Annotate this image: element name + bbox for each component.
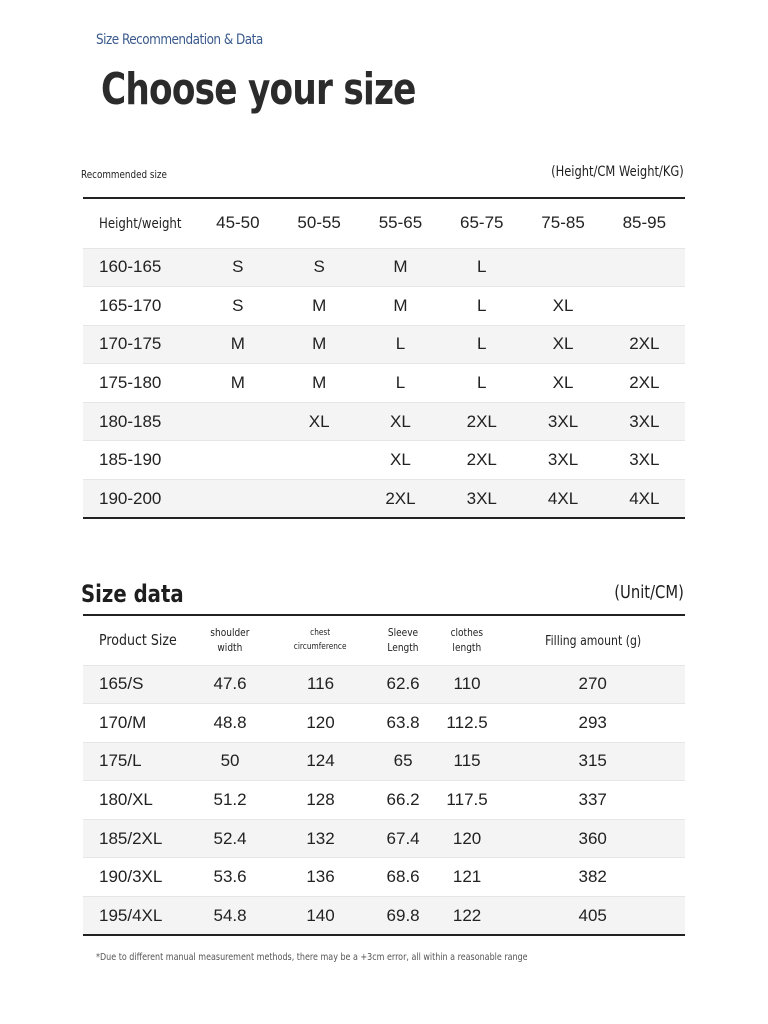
- row-header-cell: 170/M: [99, 712, 147, 732]
- table-cell: 2XL: [629, 334, 660, 354]
- column-header: 85-95: [622, 213, 667, 233]
- table-row: [83, 665, 685, 704]
- table-cell: 54.8: [213, 905, 247, 925]
- table-cell: 47.6: [213, 674, 247, 694]
- column-header: 55-65: [378, 213, 423, 233]
- table-row: [83, 480, 685, 519]
- row-header-cell: 180-185: [99, 411, 162, 431]
- table-cell: 53.6: [213, 867, 247, 887]
- table-cell: M: [230, 373, 245, 393]
- table-cell: 382: [578, 867, 607, 887]
- page-title: Choose your size: [101, 64, 416, 115]
- table-cell: 2XL: [466, 411, 497, 431]
- row-header-cell: 185/2XL: [99, 828, 163, 848]
- table-cell: 2XL: [629, 373, 660, 393]
- table-cell: 120: [452, 828, 482, 848]
- table-cell: 62.6: [386, 674, 420, 694]
- table-cell: L: [395, 373, 406, 393]
- table-cell: 121: [452, 867, 482, 887]
- table-cell: M: [312, 334, 327, 354]
- table-cell: [197, 441, 278, 480]
- table-cell: 293: [578, 712, 607, 732]
- table-row: [83, 248, 685, 287]
- table-cell: [279, 480, 360, 519]
- table-cell: 3XL: [629, 411, 660, 431]
- row-header-cell: 160-165: [99, 257, 162, 277]
- table-cell: 117.5: [446, 790, 488, 810]
- table-cell: 67.4: [386, 828, 420, 848]
- table-cell: [522, 248, 603, 287]
- recommended-size-label: Recommended size: [81, 168, 167, 181]
- column-header: Height/weight: [99, 216, 182, 233]
- table-cell: 270: [578, 674, 607, 694]
- column-header: 65-75: [460, 213, 504, 233]
- table-cell: 3XL: [547, 411, 579, 431]
- table-cell: 140: [306, 905, 335, 925]
- row-header-cell: 165-170: [99, 295, 162, 315]
- table-cell: 128: [306, 790, 335, 810]
- table-cell: S: [232, 257, 244, 277]
- table-cell: L: [477, 295, 487, 315]
- row-header-cell: 190-200: [99, 488, 162, 508]
- table-cell: S: [232, 295, 244, 315]
- row-header-cell: 190/3XL: [99, 867, 163, 887]
- table-cell: 360: [578, 828, 607, 848]
- table-row: [83, 402, 685, 441]
- table-cell: 4XL: [629, 488, 660, 508]
- table-cell: 337: [578, 790, 607, 810]
- size-recommendation-table: [83, 197, 685, 519]
- table-cell: 4XL: [547, 488, 579, 508]
- footnote: *Due to different manual measurement methods, there may be a +3cm error, all within a reasonable range: [96, 952, 528, 963]
- table-cell: S: [313, 257, 325, 277]
- table-row: [83, 819, 685, 858]
- table-cell: L: [477, 373, 487, 393]
- table-cell: 69.8: [386, 905, 420, 925]
- table-cell: XL: [390, 450, 411, 470]
- column-header: chest circumference: [294, 628, 347, 653]
- table-row: [83, 364, 685, 403]
- table-cell: 50: [220, 751, 240, 771]
- column-header: Sleeve Length: [387, 625, 419, 654]
- row-header-cell: 165/S: [99, 674, 144, 694]
- table-row: [83, 287, 685, 326]
- table-cell: L: [395, 334, 406, 354]
- row-header-cell: 175-180: [99, 373, 162, 393]
- table-cell: [197, 480, 278, 519]
- table-cell: 120: [306, 712, 335, 732]
- table-cell: 52.4: [213, 828, 247, 848]
- row-header-cell: 185-190: [99, 450, 162, 470]
- table-cell: 51.2: [213, 790, 247, 810]
- table-cell: 136: [306, 867, 335, 887]
- table-cell: XL: [552, 373, 574, 393]
- table-cell: M: [230, 334, 245, 354]
- table-cell: [197, 402, 278, 441]
- table-cell: 65: [393, 751, 413, 771]
- column-header: 50-55: [297, 213, 341, 233]
- size-data-unit-label: (Unit/CM): [614, 582, 684, 603]
- table-cell: XL: [552, 295, 574, 315]
- table-cell: XL: [308, 411, 330, 431]
- column-header: Filling amount (g): [544, 634, 641, 650]
- table-cell: 122: [452, 905, 482, 925]
- table-cell: XL: [552, 334, 574, 354]
- table-cell: 116: [306, 674, 335, 694]
- column-header: 45-50: [216, 213, 260, 233]
- table-cell: 115: [453, 751, 481, 771]
- table-cell: [604, 248, 685, 287]
- column-header: Product Size: [99, 631, 177, 650]
- table-cell: 66.2: [386, 790, 420, 810]
- size-data-label: Size data: [81, 580, 184, 608]
- column-header: 75-85: [541, 213, 585, 233]
- table-cell: 315: [578, 751, 607, 771]
- row-header-cell: 195/4XL: [99, 905, 163, 925]
- table-cell: 48.8: [213, 712, 247, 732]
- table-cell: 3XL: [547, 450, 579, 470]
- table-cell: XL: [390, 411, 411, 431]
- table-cell: [604, 287, 685, 326]
- table-row: [83, 858, 685, 897]
- column-header: shoulder width: [210, 625, 250, 654]
- table-cell: M: [393, 295, 408, 315]
- row-header-cell: 175/L: [99, 751, 142, 771]
- row-header-cell: 180/XL: [99, 790, 153, 810]
- table-header-row: [83, 198, 685, 248]
- table-cell: M: [312, 373, 327, 393]
- table-cell: M: [393, 257, 408, 277]
- table-cell: L: [477, 257, 487, 277]
- column-header: clothes length: [450, 625, 484, 654]
- table-row: [83, 325, 685, 364]
- row-header-cell: 170-175: [99, 334, 162, 354]
- table-cell: 110: [453, 674, 481, 694]
- table-row: [83, 897, 685, 936]
- table-cell: L: [477, 334, 487, 354]
- table-cell: 3XL: [466, 488, 497, 508]
- table-cell: 2XL: [385, 488, 416, 508]
- size-data-table: [83, 614, 685, 936]
- table-cell: 124: [306, 751, 335, 771]
- table-row: [83, 441, 685, 480]
- table-row: [83, 742, 685, 781]
- table-cell: 68.6: [386, 867, 420, 887]
- table-header-row: [83, 615, 685, 665]
- table-cell: [279, 441, 360, 480]
- table-cell: 2XL: [466, 450, 497, 470]
- table-row: [83, 781, 685, 820]
- table-cell: 112.5: [446, 712, 488, 732]
- page-subtitle: Size Recommendation & Data: [96, 32, 263, 48]
- table-cell: 3XL: [629, 450, 660, 470]
- table-cell: M: [312, 295, 327, 315]
- table-row: [83, 704, 685, 743]
- table-cell: 63.8: [386, 712, 420, 732]
- table-cell: 405: [578, 905, 607, 925]
- table-cell: 132: [306, 828, 335, 848]
- recommended-unit-label: (Height/CM Weight/KG): [551, 164, 684, 180]
